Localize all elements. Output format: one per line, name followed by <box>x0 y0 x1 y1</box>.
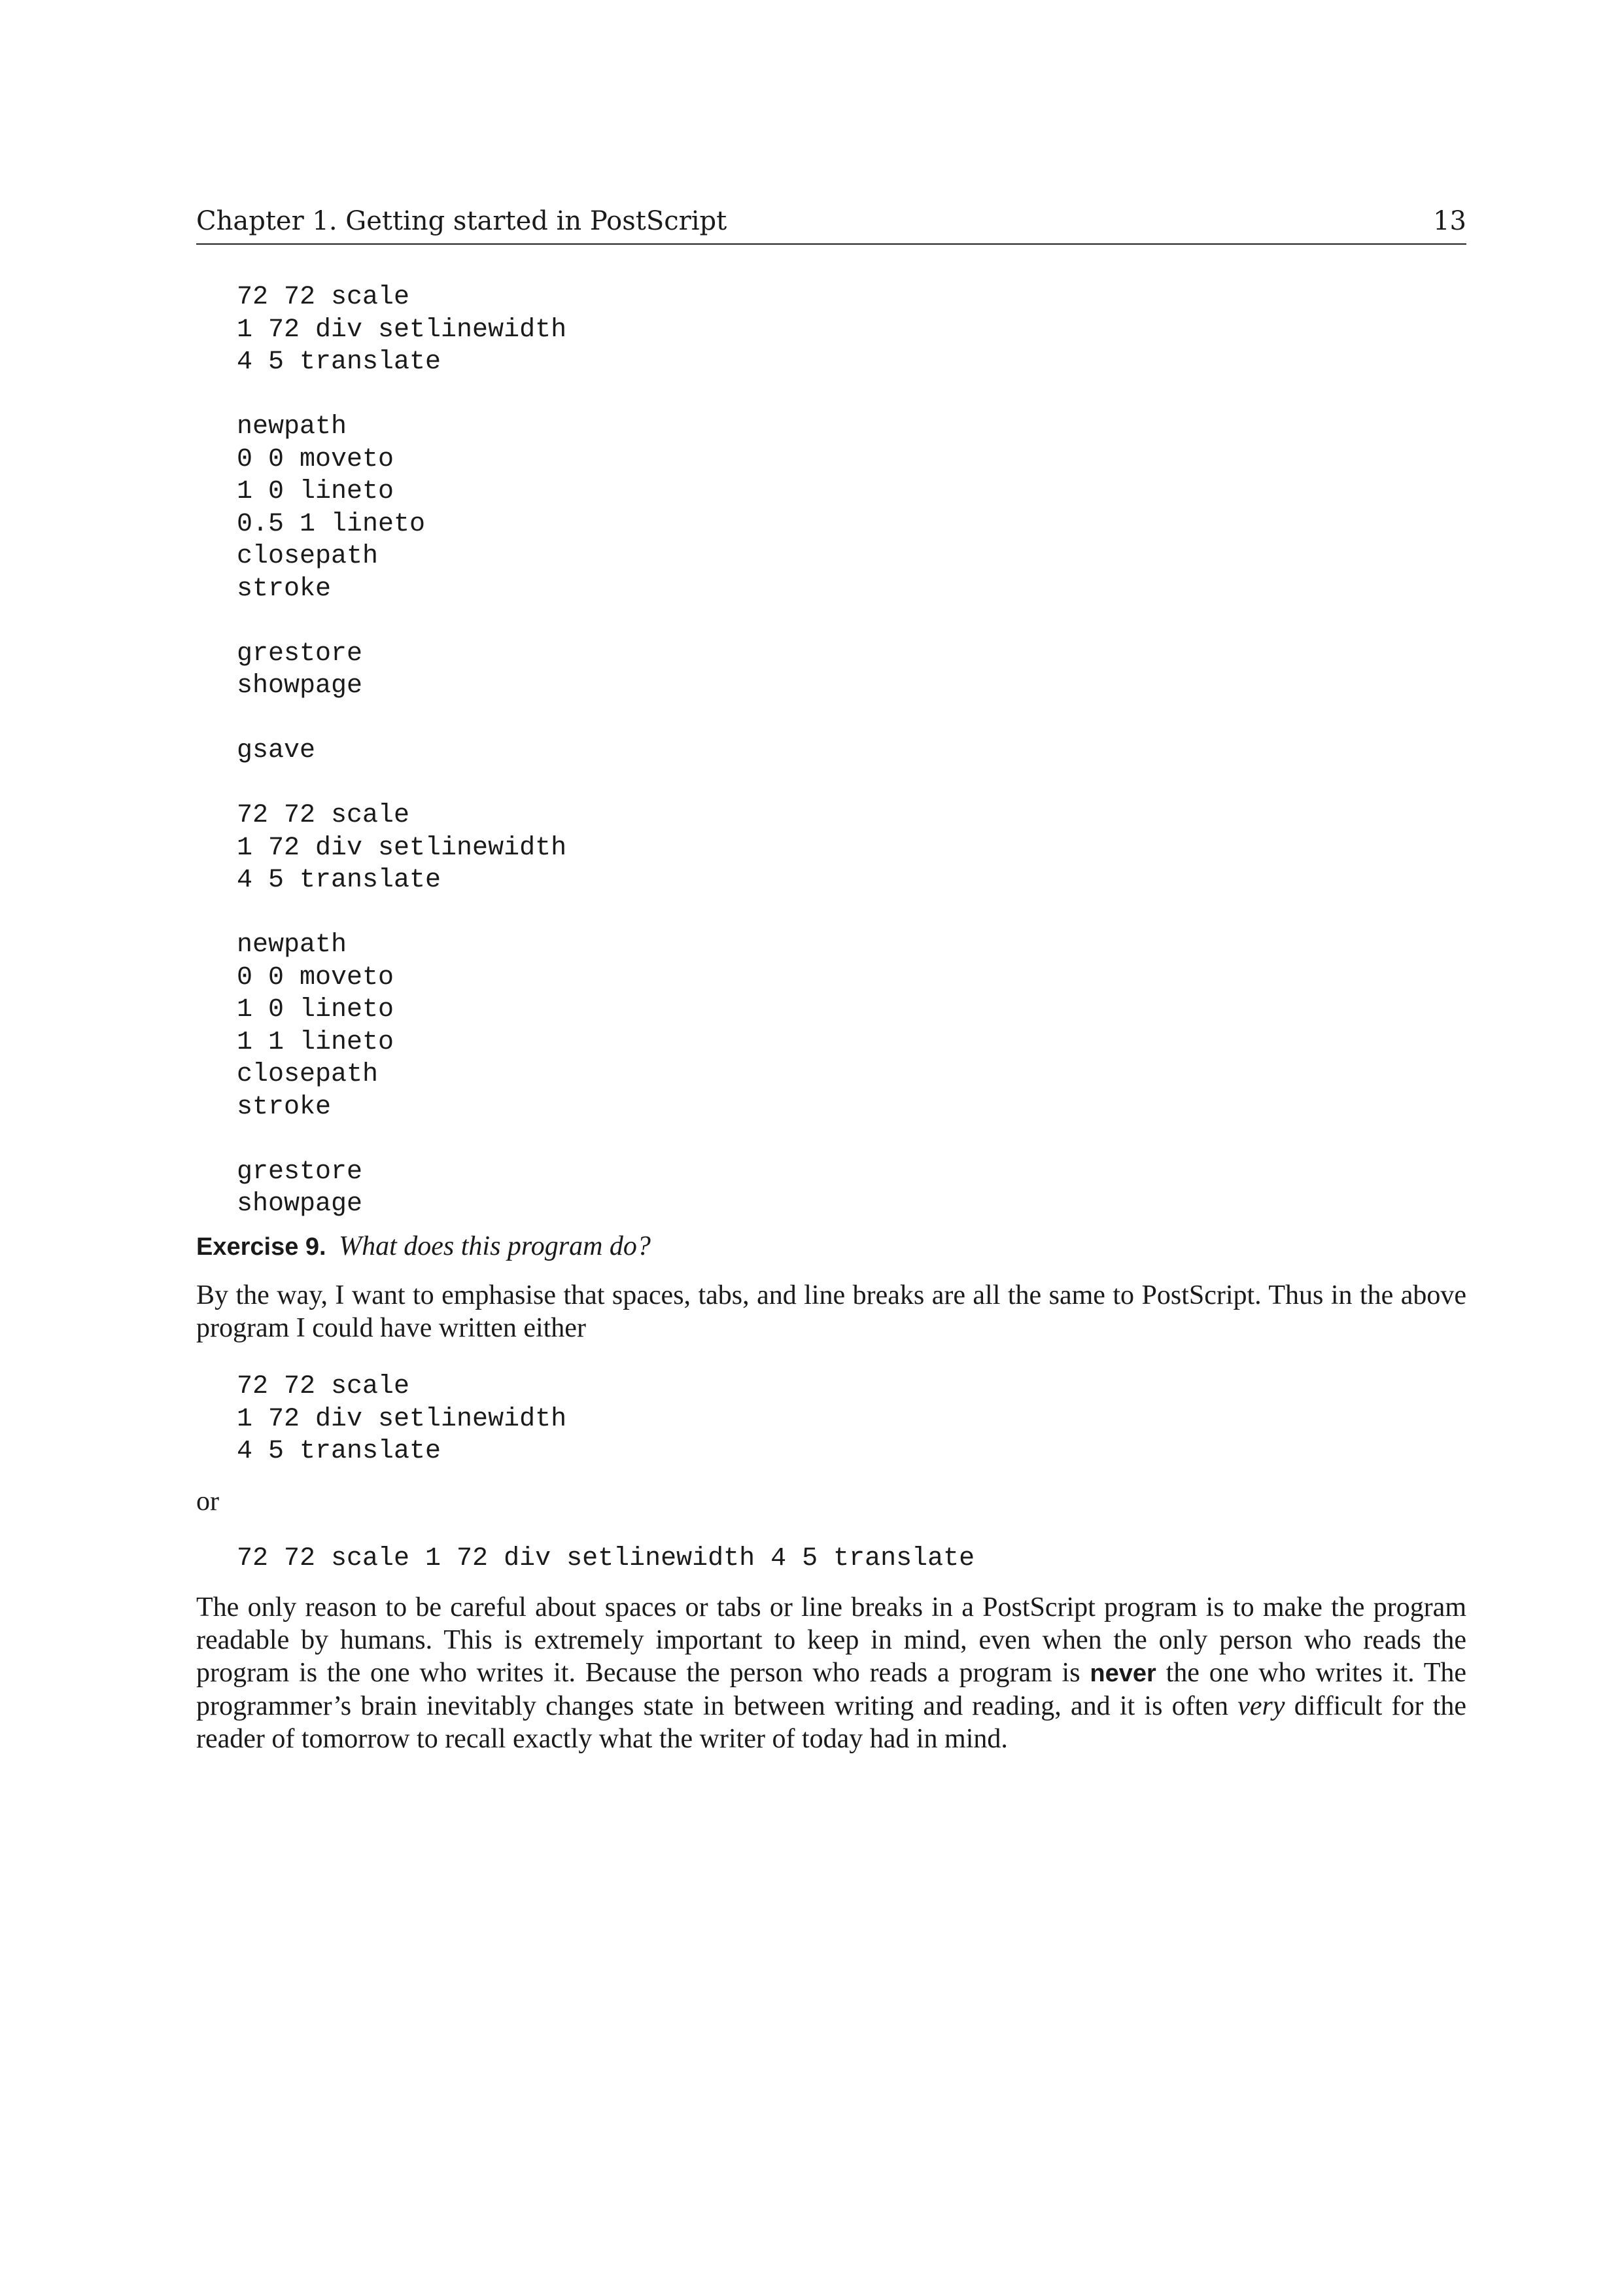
code-line: 4 5 translate <box>237 866 441 895</box>
code-block-3 <box>237 1543 975 1575</box>
paragraph-readability <box>196 1591 1466 1755</box>
code-blank-line <box>237 379 566 412</box>
code-line: showpage <box>237 671 363 701</box>
code-line: grestore <box>237 1157 363 1187</box>
or-separator: or <box>196 1486 219 1516</box>
code-line: 4 5 translate <box>237 1437 441 1466</box>
emphasis-very: very <box>1237 1691 1285 1721</box>
code-line: stroke <box>237 574 332 604</box>
code-blank-line <box>237 605 566 638</box>
code-blank-line <box>237 1123 566 1156</box>
code-line: 1 72 div setlinewidth <box>237 1404 567 1434</box>
code-line: newpath <box>237 930 347 960</box>
code-blank-line <box>237 703 566 735</box>
code-line: 1 0 lineto <box>237 477 394 506</box>
code-line: showpage <box>237 1189 363 1219</box>
code-line: 0 0 moveto <box>237 444 394 474</box>
code-line: closepath <box>237 1060 379 1089</box>
code-line: grestore <box>237 639 363 669</box>
exercise-9 <box>196 1230 651 1263</box>
exercise-question: What does this program do? <box>339 1231 651 1261</box>
code-line: 72 72 scale 1 72 div setlinewidth 4 5 translate <box>237 1544 975 1573</box>
chapter-title: Chapter 1. Getting started in PostScript <box>196 206 727 236</box>
code-line: newpath <box>237 412 347 442</box>
code-line: 4 5 translate <box>237 347 441 377</box>
exercise-label: Exercise 9. <box>196 1233 326 1261</box>
code-line: 0.5 1 lineto <box>237 509 426 539</box>
paragraph-text-3: difficult for the reader of tomorrow to recall exactly what the writer of today had in mind. <box>196 1691 1466 1754</box>
page-number: 13 <box>1433 206 1466 236</box>
code-block-2 <box>237 1371 566 1468</box>
code-line: 72 72 scale <box>237 801 410 830</box>
code-line: 72 72 scale <box>237 283 410 312</box>
code-block-1 <box>237 281 566 1221</box>
paragraph-text-1: The only reason to be careful about spaces or tabs or line breaks in a PostScript program is to make the program readable by humans. This is extremely important to keep in mind, even when the only person who reads the program is the one who writes it. Because the person who reads a program is <box>196 1592 1466 1688</box>
code-line: 1 72 div setlinewidth <box>237 833 567 863</box>
code-line: 1 0 lineto <box>237 995 394 1025</box>
running-header <box>196 201 1466 245</box>
code-line: stroke <box>237 1092 332 1122</box>
code-line: 0 0 moveto <box>237 962 394 992</box>
code-blank-line <box>237 897 566 930</box>
code-line: 1 72 div setlinewidth <box>237 315 567 345</box>
emphasis-never: never <box>1090 1660 1156 1687</box>
code-blank-line <box>237 767 566 800</box>
code-line: closepath <box>237 542 379 571</box>
code-line: gsave <box>237 736 316 765</box>
code-line: 72 72 scale <box>237 1372 410 1401</box>
code-line: 1 1 lineto <box>237 1027 394 1057</box>
paragraph-spaces-note: By the way, I want to emphasise that spaces, tabs, and line breaks are all the same to PostScript. Thus in the above program I could have written either <box>196 1280 1466 1343</box>
paragraph-text-2: the one who writes it. The programmer’s brain inevitably changes state in between writing and reading, and it is often <box>196 1658 1466 1721</box>
